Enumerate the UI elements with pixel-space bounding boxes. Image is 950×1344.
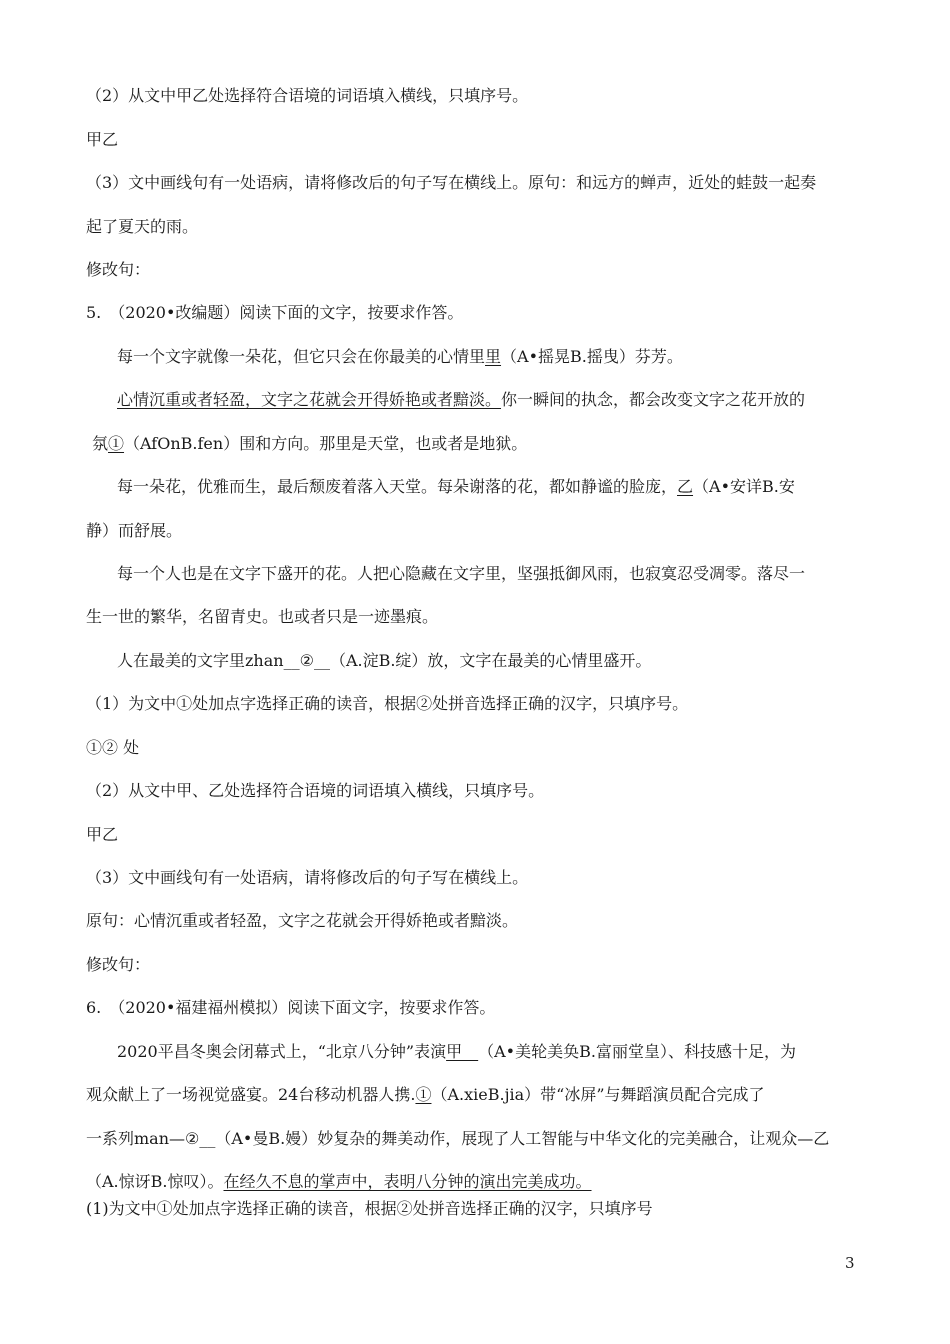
text-line: 甲乙 — [86, 130, 119, 149]
paragraph-line: 观众献上了一场视觉盛宴。24台移动机器人携.①（A.xieB.jia）带“冰屏”与舞蹈演员配合完成了 — [86, 1085, 765, 1104]
paragraph-line: 2020平昌冬奥会闭幕式上，“北京八分钟”表演甲__（A•美轮美奂B.富丽堂皇）、科技感十足，为 — [117, 1042, 796, 1061]
paragraph-line: 人在最美的文字里zhan__②__（A.淀B.绽）放，文字在最美的心情里盛开。 — [117, 651, 652, 670]
underlined-sentence: 在经久不息的掌声中，表明八分钟的演出完美成功。 — [223, 1172, 592, 1191]
paragraph-line: 一系列man—②__（A•曼B.嫚）妙复杂的舞美动作，展现了人工智能与中华文化的完美融合，让观众—乙 — [86, 1129, 830, 1148]
paragraph-line: 生一世的繁华，名留青史。也或者只是一迹墨痕。 — [86, 607, 439, 626]
text-line: （2）从文中甲、乙处选择符合语境的词语填入横线，只填序号。 — [86, 781, 545, 800]
paragraph-line: 每一个文字就像一朵花，但它只会在你最美的心情里里（A•摇晃B.摇曳）芬芳。 — [117, 347, 683, 366]
paragraph-line: （A.惊讶B.惊叹）。在经久不息的掌声中，表明八分钟的演出完美成功。 — [86, 1172, 592, 1191]
text-line: 修改句： — [86, 955, 151, 974]
page-number: 3 — [845, 1254, 855, 1272]
question-heading: 6. （2020•福建福州模拟）阅读下面文字，按要求作答。 — [86, 998, 496, 1017]
text-line: （1）为文中①处加点字选择正确的读音，根据②处拼音选择正确的汉字，只填序号。 — [86, 694, 689, 713]
text-line: 修改句： — [86, 260, 151, 279]
paragraph-line: 每一个人也是在文字下盛开的花。人把心隐藏在文字里，坚强抵御风雨，也寂寞忍受凋零。落尽一 — [117, 564, 806, 583]
paragraph-line: 静）而舒展。 — [86, 521, 183, 540]
question-heading: 5. （2020•改编题）阅读下面的文字，按要求作答。 — [86, 303, 464, 322]
text-line: 原句：心情沉重或者轻盈，文字之花就会开得娇艳或者黯淡。 — [86, 911, 519, 930]
text-line: （2）从文中甲乙处选择符合语境的词语填入横线，只填序号。 — [86, 86, 529, 105]
paragraph-line: 氛①（AfOnB.fen）围和方向。那里是天堂，也或者是地狱。 — [92, 434, 528, 453]
paragraph-line: 心情沉重或者轻盈，文字之花就会开得娇艳或者黯淡。你一瞬间的执念，都会改变文字之花开放的 — [117, 390, 806, 409]
underlined-sentence: 心情沉重或者轻盈，文字之花就会开得娇艳或者黯淡。 — [117, 390, 502, 409]
text-line: (1)为文中①处加点字选择正确的读音，根据②处拼音选择正确的汉字，只填序号 — [86, 1199, 653, 1218]
text-line: ①② 处 — [86, 738, 140, 757]
text-line: （3）文中画线句有一处语病，请将修改后的句子写在横线上。原句：和远方的蝉声，近处的蛙鼓一起奏 — [86, 173, 817, 192]
paragraph-line: 每一朵花，优雅而生，最后颓废着落入天堂。每朵谢落的花，都如静谧的脸庞，乙（A•安详B.安 — [117, 477, 795, 496]
text-line: 起了夏天的雨。 — [86, 217, 199, 236]
text-line: （3）文中画线句有一处语病，请将修改后的句子写在横线上。 — [86, 868, 529, 887]
text-line: 甲乙 — [86, 825, 119, 844]
